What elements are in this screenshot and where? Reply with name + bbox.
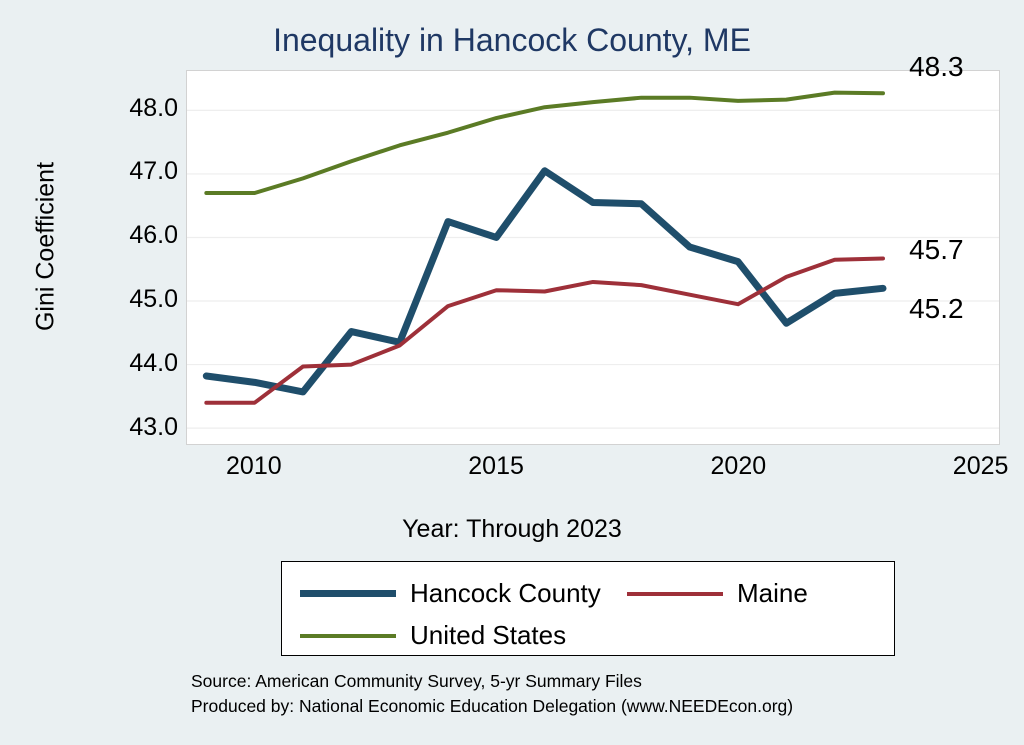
legend-swatch-maine [627,592,723,596]
series-end-label: 48.3 [909,51,964,83]
series-end-label: 45.7 [909,233,964,265]
x-axis-label: Year: Through 2023 [402,515,622,543]
y-tick-label: 43.0 [129,413,178,442]
plot-area [186,70,1000,445]
y-tick-label: 44.0 [129,349,178,378]
y-tick-label: 47.0 [129,157,178,186]
x-tick-label: 2025 [952,452,1009,480]
legend-label-hancock-county: Hancock County [410,578,601,608]
produced-by-line: Produced by: National Economic Education Delegation (www.NEEDEcon.org) [191,695,794,716]
x-tick-label: 2020 [710,452,767,480]
legend-item-maine [627,578,808,609]
legend-label-maine: Maine [737,578,808,608]
chart-title: Inequality in Hancock County, ME [273,22,751,58]
y-tick-label: 48.0 [129,93,178,122]
legend-label-united-states: United States [410,620,567,650]
chart-lines [187,71,999,444]
legend-swatch-hancock-county [300,590,396,597]
x-tick-label: 2015 [468,452,524,480]
legend-swatch-united-states [300,634,396,638]
y-axis-label: Gini Coefficient [31,161,60,332]
y-tick-label: 46.0 [129,221,178,250]
source-line: Source: American Community Survey, 5-yr Summary Files [191,671,642,691]
legend-item-hancock-county [300,578,601,609]
series-end-label: 45.2 [909,293,964,325]
x-tick-label: 2010 [226,452,282,480]
chart-legend [281,561,895,656]
legend-item-united-states [300,620,566,651]
y-tick-label: 45.0 [129,285,178,314]
footer-notes [191,669,793,718]
